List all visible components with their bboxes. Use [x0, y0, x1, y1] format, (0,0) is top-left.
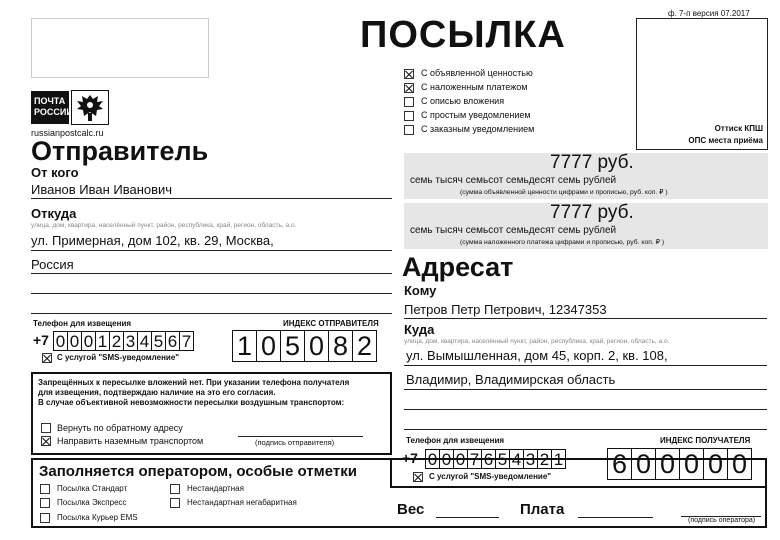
operator-option: Нестандартная негабаритная	[187, 498, 297, 507]
option-checkbox[interactable]	[404, 125, 414, 135]
option-checkbox[interactable]	[404, 69, 414, 79]
index-digit: 0	[679, 448, 704, 480]
index-digit: 5	[280, 330, 305, 362]
phone-digit: 7	[467, 449, 482, 469]
index-digit: 0	[655, 448, 680, 480]
logo	[31, 91, 73, 124]
phone-digit: 0	[453, 449, 468, 469]
sender-where-label: Откуда	[31, 206, 77, 221]
option-checkbox[interactable]	[404, 83, 414, 93]
sender-phone-label: Телефон для извещения	[33, 319, 132, 328]
operator-checkbox[interactable]	[40, 498, 50, 508]
recipient-heading: Адресат	[402, 252, 514, 282]
declared-caption: (сумма объявленной ценности цифрами и прописью, руб. коп. ₽ )	[460, 189, 668, 196]
phone-digit: 7	[179, 331, 194, 351]
phone-digit: 1	[551, 449, 566, 469]
declared-words[interactable]: семь тысяч семьсот семьдесят семь рублей	[410, 175, 617, 186]
option-label: С заказным уведомлением	[421, 124, 535, 134]
notice-text-3: В случае объективной невозможности пересылки воздушным транспортом:	[38, 398, 345, 407]
options-list	[404, 68, 624, 140]
phone-digit: 2	[537, 449, 552, 469]
stamp-box	[636, 18, 768, 150]
phone-digit: 3	[523, 449, 538, 469]
pay-field[interactable]	[578, 517, 653, 518]
ground-checkbox[interactable]	[41, 436, 51, 446]
sender-address-line1[interactable]: ул. Примерная, дом 102, кв. 29, Москва,	[31, 233, 274, 248]
phone-digit: 0	[53, 331, 68, 351]
blank-box	[31, 18, 209, 78]
recipient-address-hint: улица, дом, квартира, населённый пункт, район, республика, край, регион, область, а.о.	[404, 338, 670, 345]
phone-digit: 3	[123, 331, 138, 351]
recipient-address-line2[interactable]: Владимир, Владимирская область	[406, 372, 616, 387]
operator-option: Посылка Экспресс	[57, 498, 127, 507]
return-label: Вернуть по обратному адресу	[57, 423, 183, 433]
option-label: С описью вложения	[421, 96, 505, 106]
cod-words[interactable]: семь тысяч семьсот семьдесят семь рублей	[410, 225, 617, 236]
phone-digit: 0	[425, 449, 440, 469]
cod-caption: (сумма наложенного платежа цифрами и прописью, руб. коп. ₽ )	[460, 239, 665, 246]
operator-option: Нестандартная	[187, 484, 244, 493]
stamp-label-2: ОПС места приёма	[688, 136, 763, 145]
ground-label: Направить наземным транспортом	[57, 436, 204, 446]
sender-sms-label: С услугой "SMS-уведомление"	[57, 353, 180, 362]
operator-heading: Заполняется оператором, особые отметки	[39, 463, 357, 480]
sender-from-label: От кого	[31, 165, 79, 180]
phone-digit: 0	[67, 331, 82, 351]
index-digit: 8	[328, 330, 353, 362]
index-digit: 0	[256, 330, 281, 362]
index-digit: 2	[352, 330, 377, 362]
index-digit: 0	[703, 448, 728, 480]
sender-address-line2[interactable]: Россия	[31, 257, 74, 272]
recipient-phone-prefix: +7	[402, 450, 418, 466]
recipient-name[interactable]: Петров Петр Петрович, 12347353	[404, 302, 607, 317]
sender-phone-prefix: +7	[33, 332, 49, 348]
option-checkbox[interactable]	[404, 97, 414, 107]
logo-text-2: РОССИИ	[34, 107, 73, 117]
declared-amount[interactable]: 7777 руб.	[550, 152, 634, 173]
recipient-to-label: Кому	[404, 283, 437, 298]
option-checkbox[interactable]	[404, 111, 414, 121]
option-label: С объявленной ценностью	[421, 68, 533, 78]
operator-checkbox[interactable]	[170, 498, 180, 508]
stamp-label-1: Оттиск КПШ	[714, 124, 763, 133]
phone-digit: 4	[509, 449, 524, 469]
notice-text-2: для извещения, подтверждаю наличие на это его согласия.	[38, 388, 276, 397]
phone-digit: 5	[495, 449, 510, 469]
index-digit: 6	[607, 448, 632, 480]
operator-option: Посылка Курьер EMS	[57, 513, 138, 522]
sender-name[interactable]: Иванов Иван Иванович	[31, 182, 173, 197]
option-label: С наложенным платежом	[421, 82, 528, 92]
notice-text-1: Запрещённых к пересылке вложений нет. При указании телефона получателя	[38, 378, 350, 387]
phone-digit: 1	[95, 331, 110, 351]
sender-index-boxes[interactable]	[232, 330, 376, 362]
sender-signature-caption: (подпись отправителя)	[255, 438, 335, 447]
phone-digit: 5	[151, 331, 166, 351]
index-digit: 0	[304, 330, 329, 362]
operator-divider-h	[390, 486, 767, 488]
index-digit: 0	[631, 448, 656, 480]
recipient-index-label: ИНДЕКС ПОЛУЧАТЕЛЯ	[660, 436, 751, 445]
index-digit: 1	[232, 330, 257, 362]
operator-divider	[390, 460, 392, 486]
recipient-where-label: Куда	[404, 322, 435, 337]
page-title: ПОСЫЛКА	[360, 14, 566, 56]
option-label: С простым уведомлением	[421, 110, 531, 120]
weight-field[interactable]	[436, 517, 499, 518]
phone-digit: 6	[481, 449, 496, 469]
sender-index-label: ИНДЕКС ОТПРАВИТЕЛЯ	[283, 319, 379, 328]
cod-amount[interactable]: 7777 руб.	[550, 202, 634, 223]
operator-checkbox[interactable]	[170, 484, 180, 494]
sender-heading: Отправитель	[31, 136, 209, 166]
operator-signature-caption: (подпись оператора)	[688, 517, 756, 524]
recipient-address-line1[interactable]: ул. Вымышленная, дом 45, корп. 2, кв. 108,	[406, 348, 668, 363]
sender-sms-checkbox[interactable]	[42, 353, 52, 363]
phone-digit: 2	[109, 331, 124, 351]
notice-box	[31, 372, 392, 455]
phone-digit: 0	[439, 449, 454, 469]
eagle-icon	[71, 90, 109, 125]
site-label: russianpostcalc.ru	[31, 128, 104, 138]
logo-text-1: ПОЧТА	[34, 96, 66, 106]
form-version: ф. 7-п версия 07.2017	[668, 9, 750, 18]
weight-label: Вес	[397, 501, 425, 518]
sender-phone-boxes[interactable]	[53, 331, 193, 352]
phone-digit: 4	[137, 331, 152, 351]
declared-value-box	[404, 153, 768, 199]
operator-checkbox[interactable]	[40, 484, 50, 494]
recipient-phone-label: Телефон для извещения	[406, 436, 505, 445]
recipient-sms-checkbox[interactable]	[413, 472, 423, 482]
phone-digit: 6	[165, 331, 180, 351]
recipient-phone-boxes[interactable]	[425, 449, 565, 470]
sender-address-hint: улица, дом, квартира, населённый пункт, район, республика, край, регион, область, а.о.	[31, 222, 297, 229]
operator-checkbox[interactable]	[40, 513, 50, 523]
operator-option: Посылка Стандарт	[57, 484, 128, 493]
return-checkbox[interactable]	[41, 423, 51, 433]
recipient-index-boxes[interactable]	[607, 448, 751, 480]
cod-box	[404, 203, 768, 249]
recipient-sms-label: С услугой "SMS-уведомление"	[429, 472, 552, 481]
pay-label: Плата	[520, 501, 565, 518]
phone-digit: 0	[81, 331, 96, 351]
index-digit: 0	[727, 448, 752, 480]
